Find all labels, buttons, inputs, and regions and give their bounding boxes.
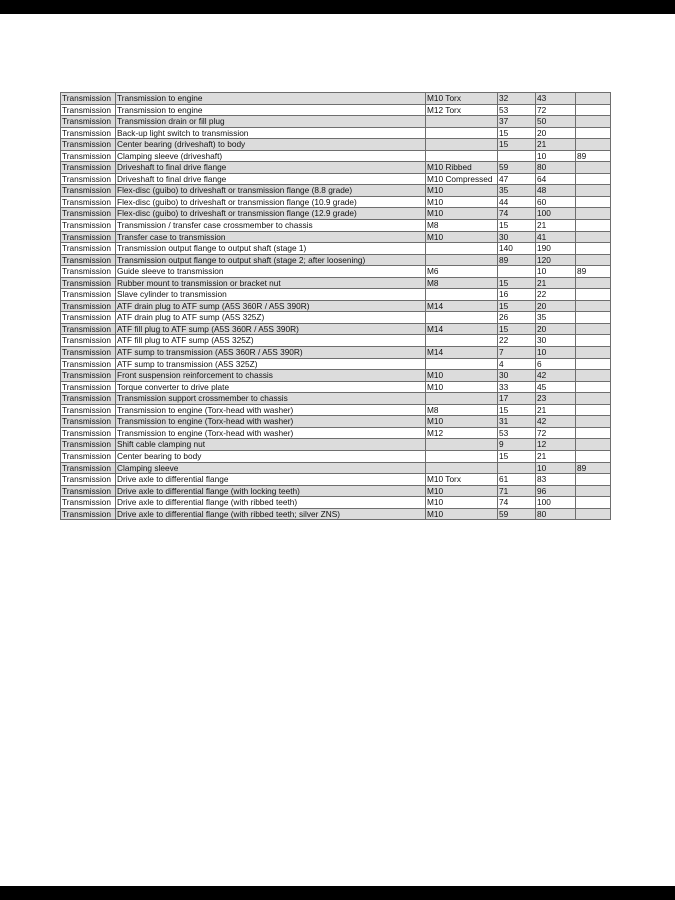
torque-nm-cell: 15 [498, 220, 536, 232]
table-row [61, 162, 611, 174]
description-cell: Transmission output flange to output shaft (stage 2; after loosening) [116, 254, 426, 266]
torque-nm-cell [498, 266, 536, 278]
torque-ftlb-cell: 21 [536, 277, 576, 289]
fastener-spec-cell [426, 335, 498, 347]
torque-nm-cell: 37 [498, 116, 536, 128]
system-cell: Transmission [61, 116, 116, 128]
description-cell: Clamping sleeve (driveshaft) [116, 150, 426, 162]
fastener-spec-cell: M8 [426, 220, 498, 232]
fastener-spec-cell: M10 Ribbed [426, 162, 498, 174]
system-cell: Transmission [61, 508, 116, 520]
torque-inlb-cell [576, 335, 611, 347]
torque-inlb-cell [576, 323, 611, 335]
table-row [61, 243, 611, 255]
torque-inlb-cell [576, 497, 611, 509]
torque-nm-cell: 15 [498, 404, 536, 416]
torque-ftlb-cell: 190 [536, 243, 576, 255]
torque-inlb-cell [576, 289, 611, 301]
torque-ftlb-cell: 23 [536, 393, 576, 405]
fastener-spec-cell [426, 439, 498, 451]
description-cell: ATF sump to transmission (A5S 325Z) [116, 358, 426, 370]
system-cell: Transmission [61, 439, 116, 451]
fastener-spec-cell: M8 [426, 404, 498, 416]
system-cell: Transmission [61, 254, 116, 266]
torque-nm-cell: 53 [498, 104, 536, 116]
system-cell: Transmission [61, 335, 116, 347]
description-cell: Torque converter to drive plate [116, 381, 426, 393]
torque-inlb-cell [576, 173, 611, 185]
table-row [61, 347, 611, 359]
torque-nm-cell: 47 [498, 173, 536, 185]
system-cell: Transmission [61, 462, 116, 474]
torque-nm-cell: 31 [498, 416, 536, 428]
torque-nm-cell: 4 [498, 358, 536, 370]
system-cell: Transmission [61, 497, 116, 509]
system-cell: Transmission [61, 370, 116, 382]
system-cell: Transmission [61, 196, 116, 208]
table-row [61, 485, 611, 497]
description-cell: ATF drain plug to ATF sump (A5S 325Z) [116, 312, 426, 324]
table-row [61, 208, 611, 220]
torque-nm-cell: 59 [498, 162, 536, 174]
table-row [61, 450, 611, 462]
torque-nm-cell: 59 [498, 508, 536, 520]
torque-inlb-cell [576, 381, 611, 393]
torque-nm-cell: 17 [498, 393, 536, 405]
fastener-spec-cell: M14 [426, 323, 498, 335]
torque-nm-cell: 33 [498, 381, 536, 393]
torque-nm-cell: 71 [498, 485, 536, 497]
torque-ftlb-cell: 64 [536, 173, 576, 185]
table-row [61, 404, 611, 416]
table-row [61, 196, 611, 208]
description-cell: ATF sump to transmission (A5S 360R / A5S 390R) [116, 347, 426, 359]
table-row [61, 358, 611, 370]
torque-inlb-cell [576, 185, 611, 197]
torque-ftlb-cell: 10 [536, 462, 576, 474]
fastener-spec-cell [426, 393, 498, 405]
description-cell: Transfer case to transmission [116, 231, 426, 243]
table-row [61, 254, 611, 266]
system-cell: Transmission [61, 416, 116, 428]
torque-nm-cell: 44 [498, 196, 536, 208]
torque-nm-cell: 15 [498, 127, 536, 139]
fastener-spec-cell: M10 [426, 370, 498, 382]
torque-nm-cell: 74 [498, 208, 536, 220]
description-cell: Drive axle to differential flange (with locking teeth) [116, 485, 426, 497]
torque-inlb-cell: 89 [576, 462, 611, 474]
torque-ftlb-cell: 41 [536, 231, 576, 243]
torque-ftlb-cell: 120 [536, 254, 576, 266]
system-cell: Transmission [61, 104, 116, 116]
torque-ftlb-cell: 72 [536, 104, 576, 116]
torque-inlb-cell [576, 220, 611, 232]
fastener-spec-cell: M14 [426, 347, 498, 359]
table-row [61, 497, 611, 509]
description-cell: Flex-disc (guibo) to driveshaft or transmission flange (12.9 grade) [116, 208, 426, 220]
fastener-spec-cell [426, 289, 498, 301]
description-cell: Transmission to engine [116, 93, 426, 105]
table-row [61, 93, 611, 105]
torque-inlb-cell [576, 358, 611, 370]
system-cell: Transmission [61, 485, 116, 497]
torque-ftlb-cell: 22 [536, 289, 576, 301]
fastener-spec-cell: M8 [426, 277, 498, 289]
table-row [61, 439, 611, 451]
system-cell: Transmission [61, 347, 116, 359]
top-black-bar [0, 0, 675, 14]
torque-nm-cell: 30 [498, 370, 536, 382]
torque-inlb-cell [576, 370, 611, 382]
system-cell: Transmission [61, 243, 116, 255]
fastener-spec-cell: M12 Torx [426, 104, 498, 116]
fastener-spec-cell: M10 [426, 508, 498, 520]
fastener-spec-cell: M6 [426, 266, 498, 278]
torque-inlb-cell [576, 162, 611, 174]
fastener-spec-cell [426, 150, 498, 162]
torque-inlb-cell [576, 127, 611, 139]
torque-nm-cell: 15 [498, 323, 536, 335]
torque-ftlb-cell: 50 [536, 116, 576, 128]
table-row [61, 127, 611, 139]
description-cell: ATF drain plug to ATF sump (A5S 360R / A5S 390R) [116, 300, 426, 312]
table-row [61, 266, 611, 278]
table-body [61, 93, 611, 520]
torque-nm-cell: 22 [498, 335, 536, 347]
table-row [61, 277, 611, 289]
description-cell: Transmission to engine (Torx-head with washer) [116, 404, 426, 416]
table-row [61, 508, 611, 520]
system-cell: Transmission [61, 450, 116, 462]
torque-ftlb-cell: 21 [536, 139, 576, 151]
table-row [61, 381, 611, 393]
description-cell: Center bearing (driveshaft) to body [116, 139, 426, 151]
torque-ftlb-cell: 30 [536, 335, 576, 347]
table-row [61, 185, 611, 197]
system-cell: Transmission [61, 266, 116, 278]
torque-nm-cell: 15 [498, 277, 536, 289]
torque-inlb-cell [576, 254, 611, 266]
torque-nm-cell: 15 [498, 300, 536, 312]
fastener-spec-cell [426, 127, 498, 139]
torque-nm-cell: 89 [498, 254, 536, 266]
torque-ftlb-cell: 60 [536, 196, 576, 208]
description-cell: Transmission to engine [116, 104, 426, 116]
description-cell: Transmission to engine (Torx-head with washer) [116, 416, 426, 428]
torque-inlb-cell [576, 393, 611, 405]
fastener-spec-cell [426, 450, 498, 462]
description-cell: Transmission to engine (Torx-head with washer) [116, 427, 426, 439]
torque-ftlb-cell: 83 [536, 474, 576, 486]
description-cell: Guide sleeve to transmission [116, 266, 426, 278]
system-cell: Transmission [61, 277, 116, 289]
description-cell: Flex-disc (guibo) to driveshaft or transmission flange (8.8 grade) [116, 185, 426, 197]
system-cell: Transmission [61, 127, 116, 139]
fastener-spec-cell: M12 [426, 427, 498, 439]
torque-inlb-cell [576, 231, 611, 243]
table-row [61, 312, 611, 324]
torque-inlb-cell [576, 404, 611, 416]
torque-ftlb-cell: 20 [536, 323, 576, 335]
description-cell: Transmission drain or fill plug [116, 116, 426, 128]
system-cell: Transmission [61, 393, 116, 405]
torque-nm-cell [498, 150, 536, 162]
table-row [61, 104, 611, 116]
torque-ftlb-cell: 48 [536, 185, 576, 197]
fastener-spec-cell [426, 139, 498, 151]
system-cell: Transmission [61, 404, 116, 416]
table-row [61, 220, 611, 232]
torque-inlb-cell [576, 474, 611, 486]
bottom-black-bar [0, 886, 675, 900]
fastener-spec-cell [426, 358, 498, 370]
fastener-spec-cell [426, 243, 498, 255]
table-row [61, 427, 611, 439]
description-cell: Slave cylinder to transmission [116, 289, 426, 301]
system-cell: Transmission [61, 173, 116, 185]
torque-inlb-cell [576, 139, 611, 151]
fastener-spec-cell: M10 [426, 196, 498, 208]
table-row [61, 139, 611, 151]
system-cell: Transmission [61, 231, 116, 243]
torque-inlb-cell [576, 300, 611, 312]
torque-inlb-cell [576, 104, 611, 116]
torque-nm-cell: 32 [498, 93, 536, 105]
torque-nm-cell: 15 [498, 450, 536, 462]
description-cell: Clamping sleeve [116, 462, 426, 474]
description-cell: Drive axle to differential flange (with ribbed teeth; silver ZNS) [116, 508, 426, 520]
fastener-spec-cell: M10 Torx [426, 93, 498, 105]
torque-ftlb-cell: 45 [536, 381, 576, 393]
system-cell: Transmission [61, 289, 116, 301]
table-row [61, 474, 611, 486]
torque-ftlb-cell: 100 [536, 497, 576, 509]
torque-ftlb-cell: 20 [536, 127, 576, 139]
table-row [61, 300, 611, 312]
torque-ftlb-cell: 42 [536, 370, 576, 382]
torque-ftlb-cell: 80 [536, 162, 576, 174]
torque-inlb-cell [576, 208, 611, 220]
torque-ftlb-cell: 21 [536, 450, 576, 462]
description-cell: Rubber mount to transmission or bracket nut [116, 277, 426, 289]
torque-ftlb-cell: 100 [536, 208, 576, 220]
torque-nm-cell [498, 462, 536, 474]
torque-ftlb-cell: 42 [536, 416, 576, 428]
table-row [61, 323, 611, 335]
table-row [61, 462, 611, 474]
torque-inlb-cell [576, 277, 611, 289]
fastener-spec-cell [426, 462, 498, 474]
fastener-spec-cell: M14 [426, 300, 498, 312]
table-row [61, 289, 611, 301]
fastener-spec-cell: M10 [426, 208, 498, 220]
torque-ftlb-cell: 80 [536, 508, 576, 520]
description-cell: Driveshaft to final drive flange [116, 162, 426, 174]
table-row [61, 416, 611, 428]
torque-nm-cell: 7 [498, 347, 536, 359]
torque-inlb-cell: 89 [576, 150, 611, 162]
description-cell: Shift cable clamping nut [116, 439, 426, 451]
description-cell: Front suspension reinforcement to chassis [116, 370, 426, 382]
torque-nm-cell: 35 [498, 185, 536, 197]
torque-ftlb-cell: 10 [536, 150, 576, 162]
torque-nm-cell: 53 [498, 427, 536, 439]
torque-ftlb-cell: 20 [536, 300, 576, 312]
torque-nm-cell: 9 [498, 439, 536, 451]
torque-inlb-cell [576, 312, 611, 324]
torque-nm-cell: 140 [498, 243, 536, 255]
torque-inlb-cell [576, 439, 611, 451]
system-cell: Transmission [61, 162, 116, 174]
torque-nm-cell: 61 [498, 474, 536, 486]
torque-nm-cell: 16 [498, 289, 536, 301]
torque-inlb-cell [576, 427, 611, 439]
torque-ftlb-cell: 72 [536, 427, 576, 439]
description-cell: Driveshaft to final drive flange [116, 173, 426, 185]
torque-ftlb-cell: 10 [536, 266, 576, 278]
system-cell: Transmission [61, 185, 116, 197]
table-row [61, 393, 611, 405]
description-cell: ATF fill plug to ATF sump (A5S 325Z) [116, 335, 426, 347]
torque-inlb-cell [576, 243, 611, 255]
torque-nm-cell: 74 [498, 497, 536, 509]
fastener-spec-cell: M10 Torx [426, 474, 498, 486]
torque-inlb-cell: 89 [576, 266, 611, 278]
torque-ftlb-cell: 21 [536, 220, 576, 232]
table-row [61, 150, 611, 162]
fastener-spec-cell: M10 [426, 231, 498, 243]
system-cell: Transmission [61, 427, 116, 439]
system-cell: Transmission [61, 474, 116, 486]
table-row [61, 231, 611, 243]
torque-ftlb-cell: 43 [536, 93, 576, 105]
torque-nm-cell: 30 [498, 231, 536, 243]
description-cell: Flex-disc (guibo) to driveshaft or transmission flange (10.9 grade) [116, 196, 426, 208]
table-row [61, 116, 611, 128]
system-cell: Transmission [61, 139, 116, 151]
torque-inlb-cell [576, 93, 611, 105]
fastener-spec-cell: M10 [426, 381, 498, 393]
torque-inlb-cell [576, 196, 611, 208]
fastener-spec-cell [426, 116, 498, 128]
description-cell: Transmission / transfer case crossmember to chassis [116, 220, 426, 232]
torque-nm-cell: 15 [498, 139, 536, 151]
torque-ftlb-cell: 6 [536, 358, 576, 370]
torque-inlb-cell [576, 416, 611, 428]
table-row [61, 335, 611, 347]
system-cell: Transmission [61, 323, 116, 335]
table-row [61, 173, 611, 185]
torque-inlb-cell [576, 347, 611, 359]
system-cell: Transmission [61, 300, 116, 312]
description-cell: Drive axle to differential flange [116, 474, 426, 486]
torque-inlb-cell [576, 450, 611, 462]
fastener-spec-cell [426, 312, 498, 324]
fastener-spec-cell: M10 [426, 497, 498, 509]
table-row [61, 370, 611, 382]
torque-ftlb-cell: 21 [536, 404, 576, 416]
description-cell: ATF fill plug to ATF sump (A5S 360R / A5S 390R) [116, 323, 426, 335]
fastener-spec-cell: M10 [426, 485, 498, 497]
torque-inlb-cell [576, 485, 611, 497]
torque-spec-sheet [60, 92, 611, 520]
system-cell: Transmission [61, 93, 116, 105]
torque-ftlb-cell: 12 [536, 439, 576, 451]
description-cell: Transmission support crossmember to chassis [116, 393, 426, 405]
torque-ftlb-cell: 35 [536, 312, 576, 324]
system-cell: Transmission [61, 358, 116, 370]
fastener-spec-cell: M10 [426, 185, 498, 197]
fastener-spec-cell: M10 Compressed [426, 173, 498, 185]
fastener-spec-cell: M10 [426, 416, 498, 428]
torque-ftlb-cell: 10 [536, 347, 576, 359]
description-cell: Transmission output flange to output shaft (stage 1) [116, 243, 426, 255]
description-cell: Back-up light switch to transmission [116, 127, 426, 139]
system-cell: Transmission [61, 150, 116, 162]
system-cell: Transmission [61, 381, 116, 393]
system-cell: Transmission [61, 220, 116, 232]
torque-inlb-cell [576, 508, 611, 520]
system-cell: Transmission [61, 208, 116, 220]
description-cell: Center bearing to body [116, 450, 426, 462]
torque-inlb-cell [576, 116, 611, 128]
torque-spec-table [60, 92, 611, 520]
system-cell: Transmission [61, 312, 116, 324]
torque-nm-cell: 26 [498, 312, 536, 324]
fastener-spec-cell [426, 254, 498, 266]
torque-ftlb-cell: 96 [536, 485, 576, 497]
description-cell: Drive axle to differential flange (with ribbed teeth) [116, 497, 426, 509]
